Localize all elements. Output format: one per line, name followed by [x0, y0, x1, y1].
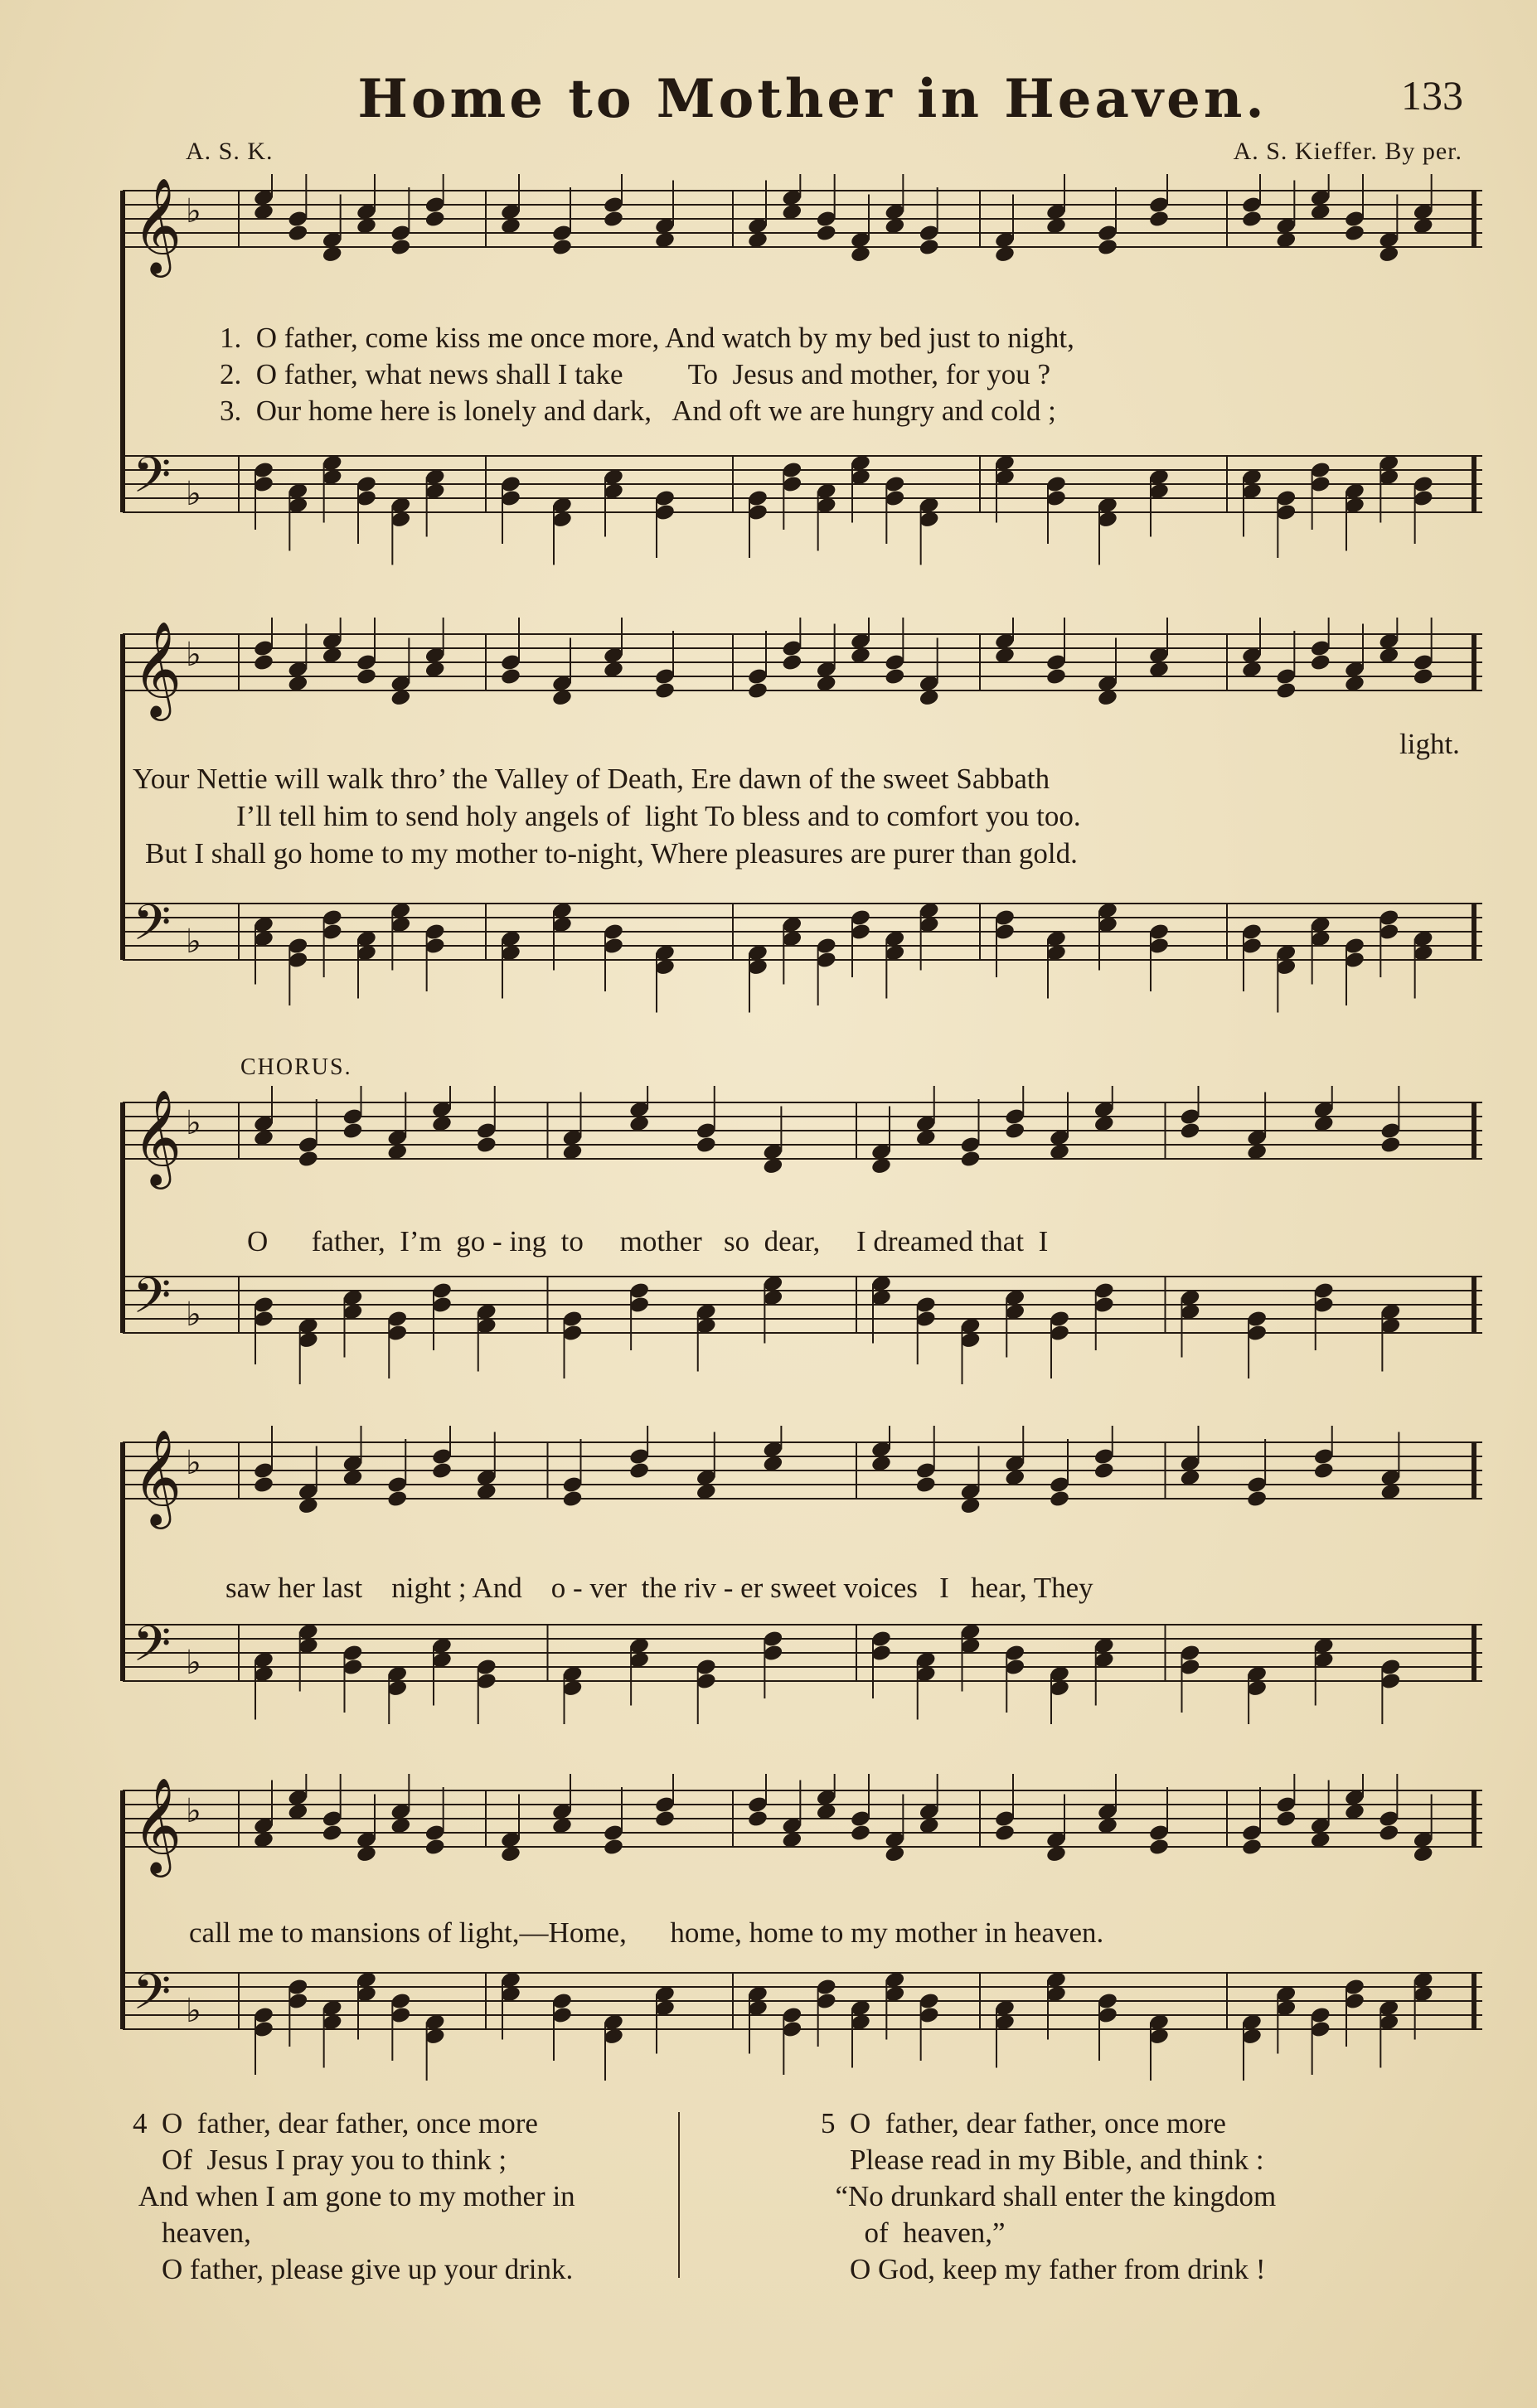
note-head: [747, 681, 768, 700]
note-head: [915, 1475, 937, 1495]
flat-sign-icon: ♭: [186, 475, 201, 513]
verse-4-line: Of Jesus I pray you to think ;: [133, 2144, 507, 2176]
note-head: [476, 1136, 497, 1155]
note-head: [322, 1824, 343, 1843]
note-head: [850, 1824, 871, 1843]
bass-clef-icon: 𝄢: [133, 1267, 172, 1336]
note-head: [1275, 681, 1297, 700]
treble-clef-icon: 𝄞: [133, 1428, 182, 1525]
note-head: [1045, 667, 1067, 686]
note-head: [1246, 1490, 1268, 1509]
verse-4-line: 4 O father, dear father, once more: [133, 2107, 538, 2139]
permission-note: By per.: [1384, 138, 1462, 165]
verse-line-1: Your Nettie will walk thro’ the Valley of Death, Ere dawn of the sweet Sabbath: [133, 763, 1050, 795]
note-head: [253, 653, 274, 672]
note-head: [253, 1475, 274, 1495]
note-head: [919, 238, 940, 257]
note-head: [747, 1810, 768, 1829]
verse-4-line: O father, please give up your drink.: [133, 2253, 574, 2285]
flat-sign-icon: ♭: [186, 1992, 201, 2030]
verse-5-line: O God, keep my father from drink !: [821, 2253, 1266, 2285]
chorus-lyrics-3: call me to mansions of light,—Home, home, home to my mother in heaven.: [189, 1916, 1104, 1949]
composer-name: A. S. Kieffer.: [1233, 138, 1378, 165]
chorus-label: CHORUS.: [240, 1054, 352, 1080]
verse-4-line: heaven,: [133, 2217, 251, 2249]
treble-clef-icon: 𝄞: [133, 177, 182, 274]
note-head: [959, 1150, 981, 1169]
note-head: [994, 1824, 1016, 1843]
note-head: [500, 667, 521, 686]
note-head: [884, 667, 905, 686]
bass-clef-icon: 𝄢: [133, 446, 172, 516]
note-head: [1097, 238, 1118, 257]
verse-line-3: But I shall go home to my mother to-night, Where pleasures are purer than gold.: [145, 837, 1078, 870]
verse-end-word: light.: [1399, 728, 1460, 760]
note-head: [1379, 1136, 1401, 1155]
note-head: [603, 210, 624, 229]
verse-line-2: 2. O father, what news shall I take To Jesus and mother, for you ?: [220, 358, 1051, 390]
note-head: [603, 1838, 624, 1857]
flat-sign-icon: ♭: [186, 1104, 201, 1142]
verse-line-3: 3. Our home here is lonely and dark, And oft we are hungry and cold ;: [220, 395, 1056, 427]
flat-sign-icon: ♭: [186, 1644, 201, 1682]
note-head: [390, 238, 411, 257]
note-head: [356, 667, 377, 686]
note-head: [696, 1136, 717, 1155]
verse-line-2: I’ll tell him to send holy angels of light To bless and to comfort you too.: [236, 800, 1081, 832]
note-head: [1004, 1122, 1025, 1141]
bass-clef-icon: 𝄢: [133, 1615, 172, 1684]
composer-credit: [1234, 138, 1462, 166]
note-head: [342, 1122, 363, 1141]
note-head: [628, 1461, 650, 1480]
note-head: [424, 1838, 446, 1857]
note-head: [424, 210, 446, 229]
note-head: [1093, 1461, 1115, 1480]
note-head: [1049, 1490, 1070, 1509]
flat-sign-icon: ♭: [186, 1444, 201, 1482]
note-head: [1344, 224, 1365, 243]
flat-sign-icon: ♭: [186, 923, 201, 961]
verse-5-line: “No drunkard shall enter the kingdom: [821, 2180, 1277, 2212]
flat-sign-icon: ♭: [186, 1792, 201, 1830]
bass-clef-icon: 𝄢: [133, 1963, 172, 2033]
treble-clef-icon: 𝄞: [133, 620, 182, 717]
note-head: [287, 224, 308, 243]
note-head: [1275, 1810, 1297, 1829]
note-head: [1313, 1461, 1335, 1480]
verse-line-1: 1. O father, come kiss me once more, And watch by my bed just to night,: [220, 322, 1074, 354]
note-head: [1378, 1824, 1399, 1843]
note-head: [1413, 667, 1434, 686]
note-head: [816, 224, 837, 243]
note-head: [1241, 1838, 1263, 1857]
chorus-lyrics-2: saw her last night ; And o - ver the riv - er sweet voices I hear, They: [225, 1572, 1093, 1604]
note-head: [654, 681, 676, 700]
note-head: [654, 1810, 676, 1829]
note-head: [551, 238, 573, 257]
note-head: [1148, 210, 1170, 229]
verse-5-line: Please read in my Bible, and think :: [821, 2144, 1264, 2176]
song-title: Home to Mother in Heaven.: [357, 68, 1268, 130]
flat-sign-icon: ♭: [186, 636, 201, 674]
flat-sign-icon: ♭: [186, 1296, 201, 1334]
treble-clef-icon: 𝄞: [133, 1088, 182, 1185]
note-head: [1310, 653, 1331, 672]
chorus-lyrics-1: O father, I’m go - ing to mother so dear, I dreamed that I: [247, 1225, 1049, 1257]
treble-clef-icon: 𝄞: [133, 1776, 182, 1873]
page-number: 133: [1401, 72, 1463, 119]
verse-5-line: of heaven,”: [821, 2217, 1006, 2249]
bass-clef-icon: 𝄢: [133, 894, 172, 963]
verse-4: [133, 2105, 575, 2288]
verse-5-line: 5 O father, dear father, once more: [821, 2107, 1226, 2139]
note-head: [1179, 1122, 1200, 1141]
note-head: [431, 1461, 453, 1480]
verse-5: [821, 2105, 1276, 2288]
note-head: [561, 1490, 583, 1509]
verse-4-line: And when I am gone to my mother in: [133, 2180, 575, 2212]
note-head: [1148, 1838, 1170, 1857]
note-head: [1241, 210, 1263, 229]
verse-divider: [678, 2112, 680, 2278]
note-head: [298, 1150, 319, 1169]
note-head: [386, 1490, 408, 1509]
flat-sign-icon: ♭: [186, 192, 201, 230]
note-head: [781, 653, 802, 672]
lyricist-credit: A. S. K.: [186, 138, 274, 165]
